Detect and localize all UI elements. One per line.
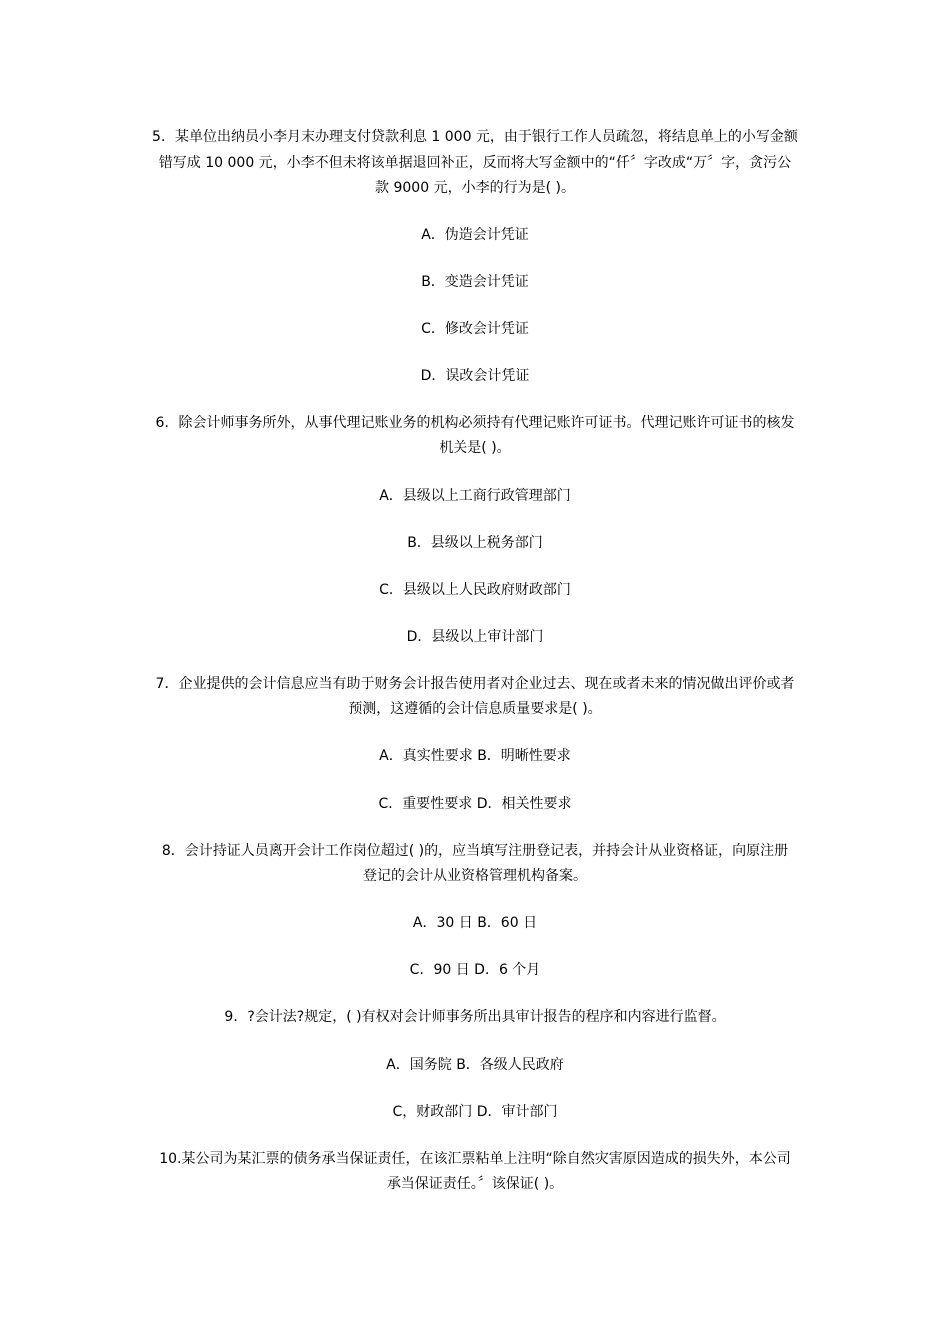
question-5-option-b: B．变造会计凭证 — [421, 274, 529, 290]
question-9-options-row-2: C，财政部门 D．审计部门 — [392, 1104, 558, 1120]
question-8-options-row-2: C．90 日 D．6 个月 — [409, 962, 541, 978]
question-8-stem-line-1: 8．会计持证人员离开会计工作岗位超过( )的，应当填写注册登记表，并持会计从业资格证，向原注册 — [161, 843, 789, 859]
question-5-option-a: A．伪造会计凭证 — [421, 227, 529, 243]
question-5-option-d: D．误改会计凭证 — [420, 368, 530, 384]
question-6-stem-line-2: 机关是( )。 — [439, 440, 511, 456]
question-10-stem-line-2: 承当保证责任。〞该保证( )。 — [386, 1176, 564, 1192]
question-6-option-a: A．县级以上工商行政管理部门 — [379, 488, 571, 504]
question-6-stem-line-1: 6．除会计师事务所外，从事代理记账业务的机构必须持有代理记账许可证书。代理记账许可证书的核发 — [155, 415, 795, 431]
question-7-stem-line-2: 预测，这遵循的会计信息质量要求是( )。 — [348, 701, 602, 717]
question-8-stem-line-2: 登记的会计从业资格管理机构备案。 — [363, 868, 587, 884]
question-7-options-row-2: C．重要性要求 D．相关性要求 — [378, 796, 572, 812]
question-5-option-c: C．修改会计凭证 — [421, 321, 529, 337]
question-5-stem-line-1: 5．某单位出纳员小李月末办理支付贷款利息 1 000 元，由于银行工作人员疏忽，将结息单上的小写金额 — [152, 129, 798, 145]
question-9-stem-line-1: 9．?会计法?规定，( )有权对会计师事务所出具审计报告的程序和内容进行监督。 — [224, 1009, 726, 1025]
question-5-stem-line-2: 错写成 10 000 元，小李不但未将该单据退回补正，反而将大写金额中的“仟〞字改成“万〞字，贪污公 — [158, 155, 792, 171]
question-6-option-d: D．县级以上审计部门 — [406, 629, 544, 645]
question-8-options-row-1: A．30 日 B．60 日 — [412, 915, 538, 931]
question-6-option-b: B．县级以上税务部门 — [407, 535, 543, 551]
question-10-stem-line-1: 10.某公司为某汇票的债务承当保证责任，在该汇票粘单上注明“除自然灾害原因造成的损失外，本公司 — [159, 1151, 791, 1167]
question-9-options-row-1: A．国务院 B．各级人民政府 — [386, 1057, 564, 1073]
question-7-options-row-1: A．真实性要求 B．明晰性要求 — [379, 748, 571, 764]
question-7-stem-line-1: 7．企业提供的会计信息应当有助于财务会计报告使用者对企业过去、现在或者未来的情况做出评价或者 — [155, 676, 795, 692]
question-5-stem-line-3: 款 9000 元，小李的行为是( )。 — [375, 180, 575, 196]
question-6-option-c: C．县级以上人民政府财政部门 — [379, 582, 571, 598]
